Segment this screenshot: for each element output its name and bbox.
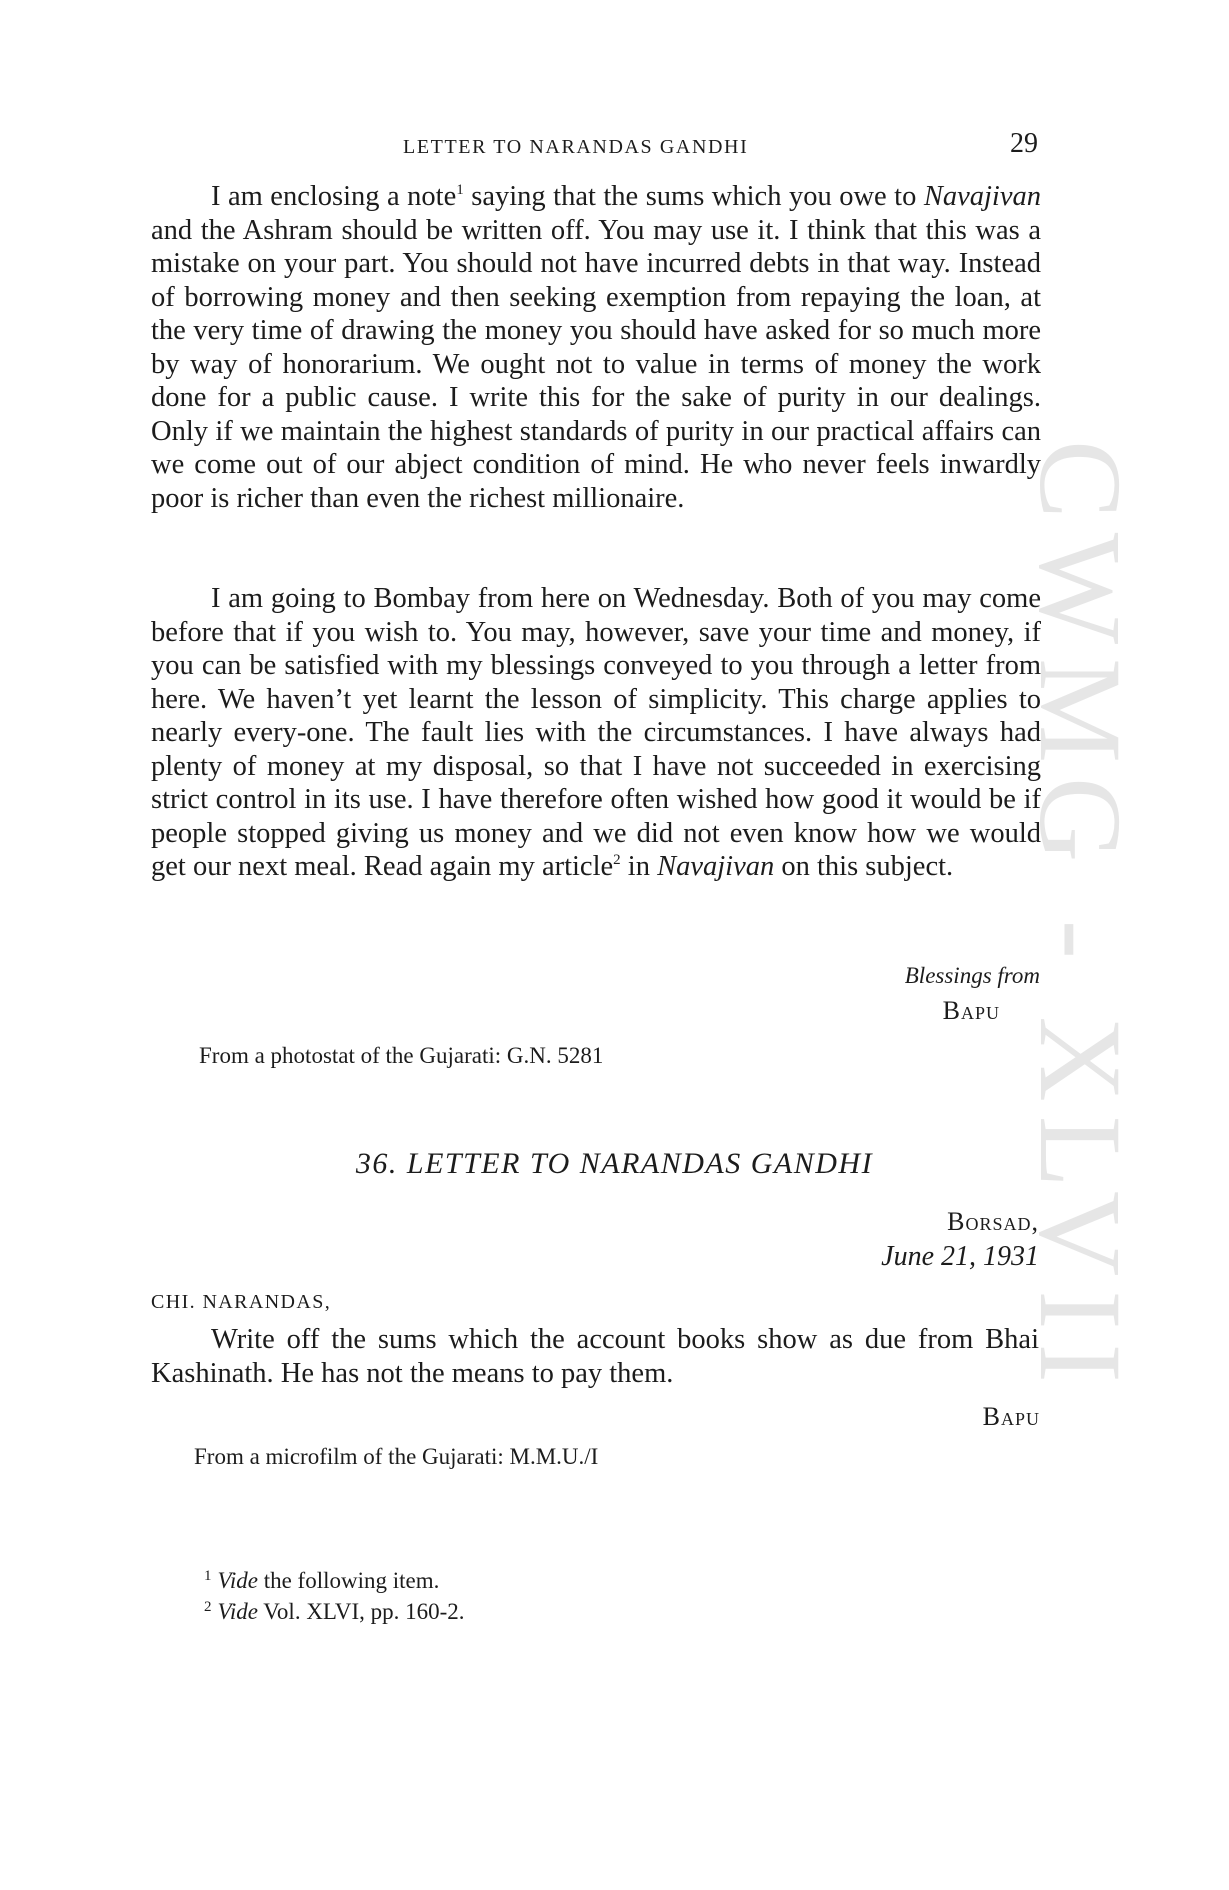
letter2-body: Write off the sums which the account books show as due from Bhai Kashinath. He has not the means to pay them. <box>151 1324 1039 1389</box>
p2-text-1: I am going to Bombay from here on Wednesday. Both of you may come before that if you wish to. You may, however, save your time and money, if you can be satisfied with my blessings conveyed to you through a letter from here. We haven’t yet learnt the lesson of simplicity. This charge applies to nearly every-one. The fault lies with the circumstances. I have always had plenty of money at my disposal, so that I have not succeeded in exercising strict control in its use. I have therefore often wished how good it would be if people stopped giving us money and we did not even know how we would get our next meal. Read again my article <box>151 583 1041 882</box>
p2-italic-navajivan: Navajivan <box>657 851 775 882</box>
footnote-ref-1: 1 <box>456 182 464 198</box>
signature-text-1: Bapu <box>942 996 1000 1025</box>
signature-text-2: Bapu <box>982 1402 1040 1431</box>
letter1-paragraph-2 <box>151 582 1041 884</box>
footnote-mark-2: 2 <box>204 1599 212 1615</box>
place-text: Borsad, <box>947 1207 1039 1236</box>
source-note-2: From a microfilm of the Gujarati: M.M.U./I <box>194 1444 599 1469</box>
letter-heading: 36. LETTER TO NARANDAS GANDHI <box>355 1147 874 1180</box>
p1-text-1: I am enclosing a note <box>211 181 457 212</box>
page-number: 29 <box>1010 128 1038 159</box>
footnote-text-1: the following item. <box>257 1568 440 1593</box>
footnote-ref-2: 2 <box>613 852 621 868</box>
date-line: June 21, 1931 <box>881 1241 1039 1272</box>
watermark <box>1015 430 1160 1470</box>
p1-text-2: saying that the sums which you owe to <box>463 181 924 212</box>
p1-text-3: and the Ashram should be written off. You may use it. I think that this was a mistake on your part. You should not have incurred debts in that way. Instead of borrowing money and then seeking exemption from repaying the loan, at the very time of drawing the money you should have asked for so much more by way of honorarium. We ought not to value in terms of money the work done for a public cause. I write this for the sake of purity in our dealings. Only if we maintain the highest standards of purity in our practical affairs can we come out of our abject condition of mind. He who never feels inwardly poor is richer than even the richest millionaire. <box>151 214 1041 514</box>
running-head: LETTER TO NARANDAS GANDHI <box>403 136 749 158</box>
watermark-text: CWMG - XLVII <box>1015 440 1146 1397</box>
closing-blessings: Blessings from <box>904 963 1040 988</box>
footnote-mark-1: 1 <box>204 1568 212 1584</box>
salutation: CHI. NARANDAS, <box>151 1291 332 1313</box>
footnote-1 <box>204 1568 439 1594</box>
signature-bapu-1 <box>943 996 1000 1026</box>
source-note-1: From a photostat of the Gujarati: G.N. 5281 <box>199 1043 604 1068</box>
footnote-2 <box>204 1599 465 1625</box>
p2-text-3: on this subject. <box>774 851 954 882</box>
signature-bapu-2 <box>983 1402 1040 1432</box>
footnote-text-2: Vol. XLVI, pp. 160-2. <box>257 1599 465 1624</box>
p1-italic-navajivan: Navajivan <box>923 181 1041 212</box>
letter1-paragraph-1 <box>151 180 1041 515</box>
footnote-ref-vide-1: Vide <box>217 1568 258 1593</box>
p2-text-2: in <box>620 851 658 882</box>
footnote-ref-vide-2: Vide <box>217 1599 258 1624</box>
place-line <box>947 1207 1039 1237</box>
